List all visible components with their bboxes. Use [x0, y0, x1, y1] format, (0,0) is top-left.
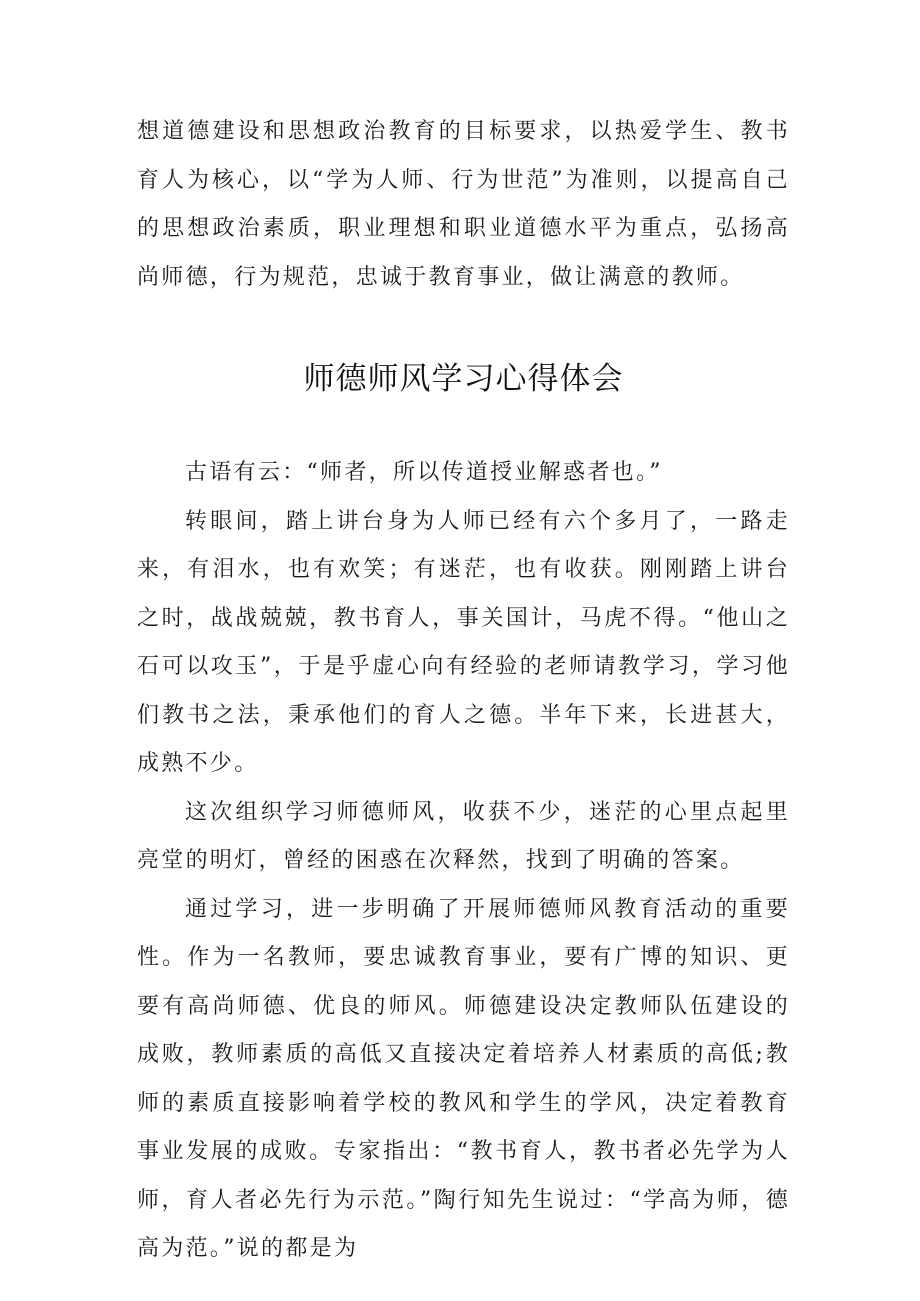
paragraph-gains: 这次组织学习师德师风，收获不少，迷茫的心里点起里亮堂的明灯，曾经的困惑在次释然，找到了明确的答案。: [137, 799, 790, 873]
paragraph-experience: 转眼间，踏上讲台身为人师已经有六个多月了，一路走来，有泪水，也有欢笑；有迷茫，也有收获。刚刚踏上讲台之时，战战兢兢，教书育人，事关国计，马虎不得。“他山之石可以攻玉”，于是乎虚心向有经验的老师请教学习，学习他们教书之法，秉承他们的育人之德。半年下来，长进甚大，成熟不少。: [137, 508, 790, 776]
document-body: [137, 108, 790, 1274]
paragraph-quote: 古语有云：“师者，所以传道授业解惑者也。”: [185, 460, 663, 485]
document-title: 师德师风学习心得体会: [303, 361, 624, 397]
intro-paragraph: 想道德建设和思想政治教育的目标要求，以热爱学生、教书育人为核心，以“学为人师、行为世范”为准则，以提高自己的思想政治素质，职业理想和职业道德水平为重点，弘扬高尚师德，行为规范，忠诚于教育事业，做让满意的教师。: [137, 119, 790, 290]
paragraph-importance: 通过学习，进一步明确了开展师德师风教育活动的重要性。作为一名教师，要忠诚教育事业，要有广博的知识、更要有高尚师德、优良的师风。师德建设决定教师队伍建设的成败，教师素质的高低又直接决定着培养人材素质的高低;教师的素质直接影响着学校的教风和学生的学风，决定着教育事业发展的成败。专家指出：“教书育人，教书者必先学为人师，育人者必先行为示范。”陶行知先生说过：“学高为师，德高为范。”说的都是为: [137, 896, 790, 1261]
